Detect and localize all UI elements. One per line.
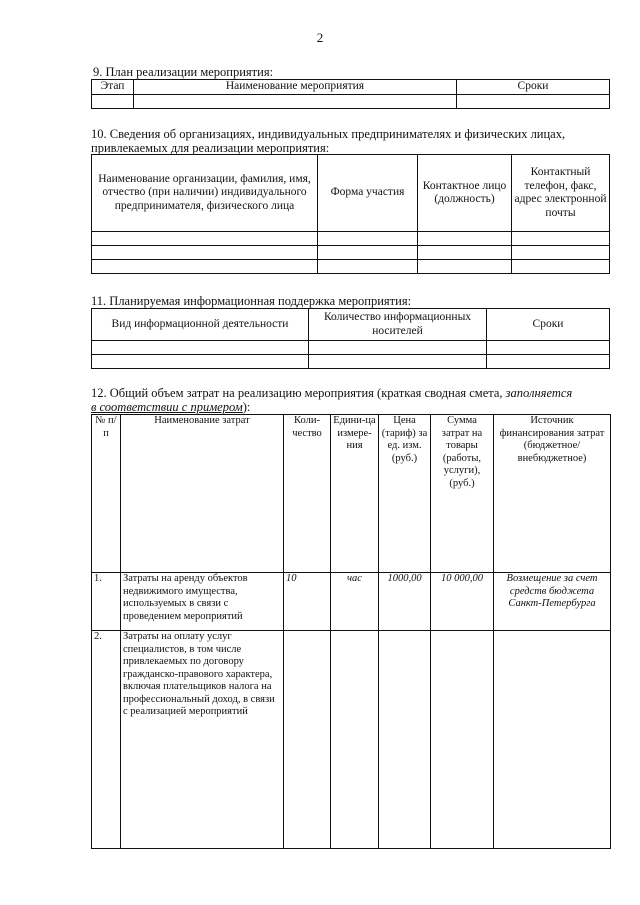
header-funding-source: Источник финансирования затрат (бюджетное/ внебюджетное) (494, 415, 611, 573)
header-org-name: Наименование организации, фамилия, имя, отчество (при наличии) индивидуального предпринимателя, физического лица (92, 155, 318, 232)
table-row (92, 341, 610, 355)
table-row (92, 232, 610, 246)
row-number: 2. (92, 631, 121, 849)
header-contact-person: Контактное лицо (должность) (418, 155, 512, 232)
header-cost-name: Наименование затрат (121, 415, 284, 573)
row-cost-name: Затраты на аренду объектов недвижимого имущества, используемых в связи с проведением мероприятий (121, 573, 284, 631)
header-participation-form: Форма участия (318, 155, 418, 232)
section-9-table (91, 79, 610, 109)
section-11-title: 11. Планируемая информационная поддержка мероприятия: (91, 294, 412, 308)
section-10-title-line1: 10. Сведения об организациях, индивидуальных предпринимателях и физических лицах, (91, 127, 566, 141)
table-row (92, 246, 610, 260)
row-unit (331, 631, 379, 849)
header-stage: Этап (92, 80, 134, 95)
header-event-name: Наименование мероприятия (134, 80, 457, 95)
header-sum: Сумма затрат на товары (работы, услуги), (руб.) (431, 415, 494, 573)
header-quantity: Коли-чество (284, 415, 331, 573)
row-sum (431, 631, 494, 849)
section-10-title (91, 127, 611, 155)
header-terms: Сроки (457, 80, 610, 95)
section-10-title-line2: привлекаемых для реализации мероприятия: (91, 141, 330, 155)
section-12-title-line2: в соответствии с примером): (91, 400, 251, 414)
section-12-title (91, 386, 616, 414)
header-unit: Едини-ца измере-ния (331, 415, 379, 573)
table-row (92, 631, 611, 849)
header-contact-phone: Контактный телефон, факс, адрес электронной почты (512, 155, 610, 232)
section-12-title-line1: 12. Общий объем затрат на реализацию мероприятия (краткая сводная смета, заполняется (91, 386, 573, 400)
row-price: 1000,00 (379, 573, 431, 631)
page-number: 2 (316, 30, 324, 45)
row-number: 1. (92, 573, 121, 631)
row-funding-source: Возмещение за счет средств бюджета Санкт-Петербурга (494, 573, 611, 631)
header-terms: Сроки (487, 309, 610, 341)
row-funding-source (494, 631, 611, 849)
row-sum: 10 000,00 (431, 573, 494, 631)
table-row (92, 355, 610, 369)
header-number: № п/п (92, 415, 121, 573)
header-info-activity: Вид информационной деятельности (92, 309, 309, 341)
section-10-table (91, 154, 610, 274)
section-9-title: 9. План реализации мероприятия: (93, 65, 274, 79)
table-row (92, 94, 610, 108)
header-price: Цена (тариф) за ед. изм. (руб.) (379, 415, 431, 573)
header-media-count: Количество информационных носителей (309, 309, 487, 341)
table-row (92, 260, 610, 274)
row-quantity: 10 (284, 573, 331, 631)
section-11-table (91, 308, 610, 369)
row-price (379, 631, 431, 849)
table-row (92, 573, 611, 631)
row-quantity (284, 631, 331, 849)
section-12-table (91, 414, 611, 849)
row-cost-name: Затраты на оплату услуг специалистов, в том числе привлекаемых по договору гражданско-правового характера, включая плательщиков налога на профессиональный доход, в связи с реализацией мероприятий (121, 631, 284, 849)
row-unit: час (331, 573, 379, 631)
